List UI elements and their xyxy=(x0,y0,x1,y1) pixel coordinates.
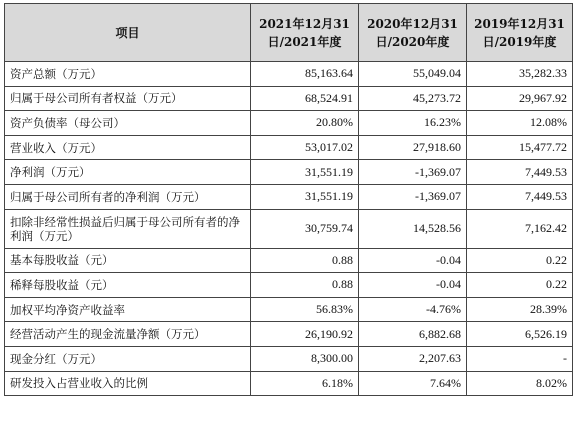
row-label: 现金分红（万元） xyxy=(5,346,251,371)
header-2019: 2019年12月31日/2019年度 xyxy=(467,4,573,62)
row-label: 净利润（万元） xyxy=(5,160,251,185)
cell-2019: 7,449.53 xyxy=(467,160,573,185)
cell-2021: 0.88 xyxy=(251,273,359,298)
cell-2019: - xyxy=(467,346,573,371)
financial-summary-table xyxy=(4,3,573,396)
cell-2020: -0.04 xyxy=(359,273,467,298)
row-label: 加权平均净资产收益率 xyxy=(5,297,251,322)
table-row xyxy=(5,248,573,273)
row-label: 扣除非经常性损益后归属于母公司所有者的净利润（万元） xyxy=(5,209,251,248)
row-label: 营业收入（万元） xyxy=(5,135,251,160)
cell-2019: 0.22 xyxy=(467,273,573,298)
cell-2020: 2,207.63 xyxy=(359,346,467,371)
cell-2020: -0.04 xyxy=(359,248,467,273)
table-row xyxy=(5,371,573,396)
cell-2019: 0.22 xyxy=(467,248,573,273)
table-header-row xyxy=(5,4,573,62)
cell-2020: 55,049.04 xyxy=(359,62,467,87)
table-row xyxy=(5,273,573,298)
table-row xyxy=(5,86,573,111)
row-label: 基本每股收益（元） xyxy=(5,248,251,273)
table-row xyxy=(5,160,573,185)
table-row xyxy=(5,297,573,322)
header-2021: 2021年12月31日/2021年度 xyxy=(251,4,359,62)
cell-2019: 28.39% xyxy=(467,297,573,322)
cell-2019: 7,449.53 xyxy=(467,184,573,209)
row-label: 经营活动产生的现金流量净额（万元） xyxy=(5,322,251,347)
cell-2020: 45,273.72 xyxy=(359,86,467,111)
cell-2021: 68,524.91 xyxy=(251,86,359,111)
table-row xyxy=(5,184,573,209)
cell-2020: -1,369.07 xyxy=(359,184,467,209)
row-label: 资产总额（万元） xyxy=(5,62,251,87)
row-label: 归属于母公司所有者权益（万元） xyxy=(5,86,251,111)
cell-2020: -1,369.07 xyxy=(359,160,467,185)
header-item: 项目 xyxy=(5,4,251,62)
table-row xyxy=(5,111,573,136)
cell-2019: 35,282.33 xyxy=(467,62,573,87)
cell-2021: 31,551.19 xyxy=(251,160,359,185)
row-label: 研发投入占营业收入的比例 xyxy=(5,371,251,396)
cell-2020: -4.76% xyxy=(359,297,467,322)
cell-2019: 12.08% xyxy=(467,111,573,136)
row-label: 资产负债率（母公司） xyxy=(5,111,251,136)
cell-2021: 56.83% xyxy=(251,297,359,322)
cell-2021: 26,190.92 xyxy=(251,322,359,347)
table-row xyxy=(5,346,573,371)
cell-2021: 53,017.02 xyxy=(251,135,359,160)
cell-2021: 31,551.19 xyxy=(251,184,359,209)
cell-2020: 14,528.56 xyxy=(359,209,467,248)
cell-2019: 8.02% xyxy=(467,371,573,396)
cell-2019: 7,162.42 xyxy=(467,209,573,248)
cell-2020: 16.23% xyxy=(359,111,467,136)
cell-2019: 15,477.72 xyxy=(467,135,573,160)
row-label: 归属于母公司所有者的净利润（万元） xyxy=(5,184,251,209)
cell-2021: 85,163.64 xyxy=(251,62,359,87)
cell-2021: 6.18% xyxy=(251,371,359,396)
header-2020: 2020年12月31日/2020年度 xyxy=(359,4,467,62)
cell-2020: 27,918.60 xyxy=(359,135,467,160)
cell-2021: 0.88 xyxy=(251,248,359,273)
cell-2020: 7.64% xyxy=(359,371,467,396)
cell-2021: 20.80% xyxy=(251,111,359,136)
table-row xyxy=(5,135,573,160)
cell-2021: 30,759.74 xyxy=(251,209,359,248)
table-row xyxy=(5,62,573,87)
table-row xyxy=(5,322,573,347)
cell-2019: 29,967.92 xyxy=(467,86,573,111)
table-row xyxy=(5,209,573,248)
cell-2019: 6,526.19 xyxy=(467,322,573,347)
cell-2020: 6,882.68 xyxy=(359,322,467,347)
row-label: 稀释每股收益（元） xyxy=(5,273,251,298)
cell-2021: 8,300.00 xyxy=(251,346,359,371)
